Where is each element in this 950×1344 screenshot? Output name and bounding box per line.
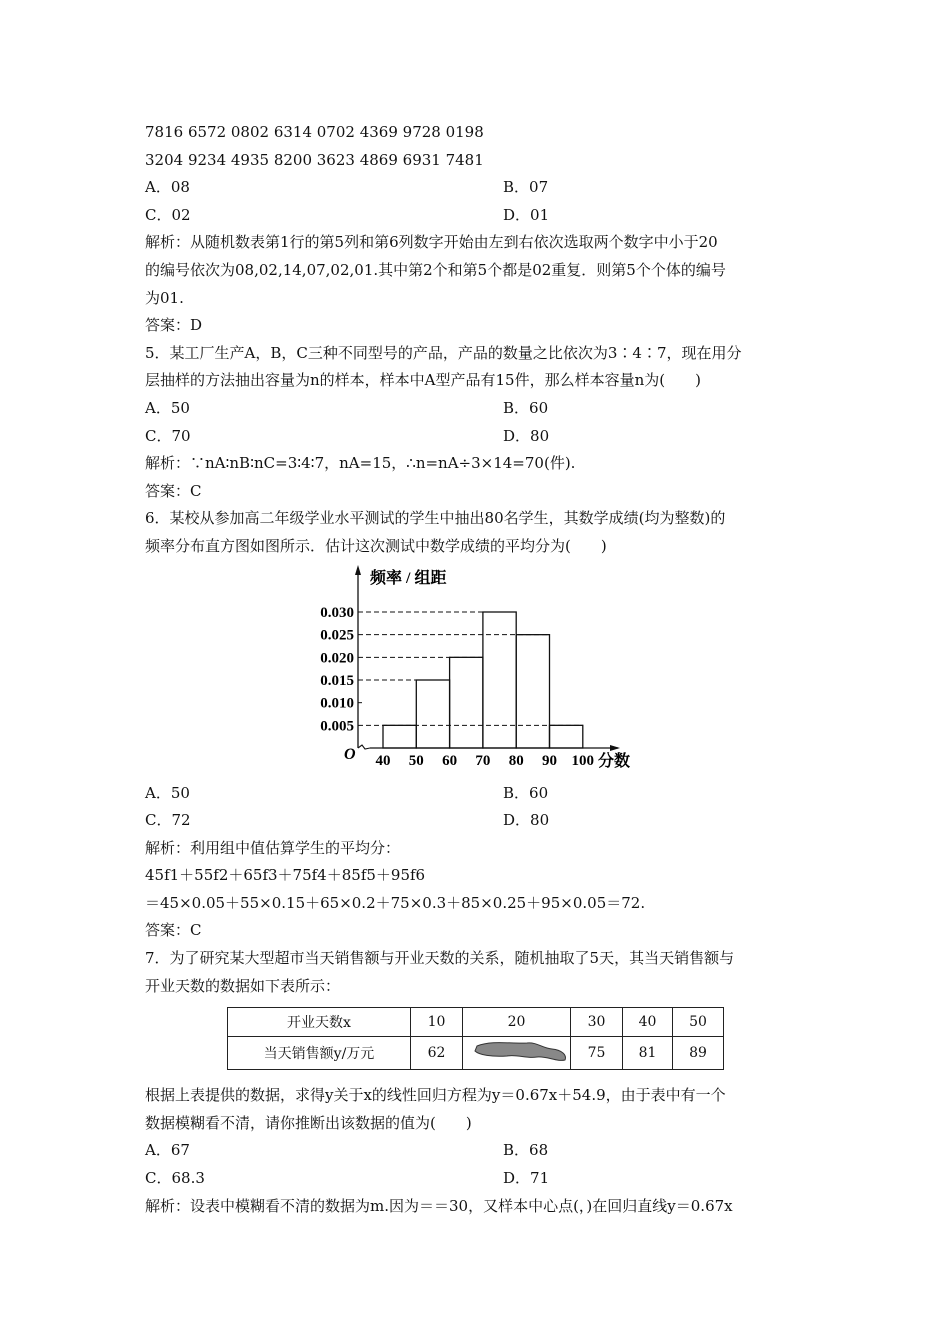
option-c: C．02: [145, 205, 191, 224]
q5-options: [145, 423, 810, 451]
q6-stem: 频率分布直方图如图所示．估计这次测试中数学成绩的平均分为( ): [145, 536, 607, 555]
q5-stem: 层抽样的方法抽出容量为n的样本，样本中A型产品有15件，那么样本容量n为( ): [145, 371, 701, 390]
random-table-row-1: 7816 6572 0802 6314 0702 4369 9728 0198: [145, 123, 484, 141]
option-b: B．60: [503, 783, 549, 802]
x-tick-label: 70: [475, 752, 491, 769]
q7-table-wrap: [145, 1000, 810, 1082]
histogram-bar: [416, 680, 449, 748]
q7-options: [145, 1165, 810, 1193]
x-tick-label: 80: [508, 752, 524, 769]
table-cell: 89: [673, 1037, 724, 1070]
y-tick-label: 0.010: [320, 695, 354, 712]
random-table-row-2: 3204 9234 4935 8200 3623 4869 6931 7481: [145, 150, 484, 169]
y-tick-label: 0.015: [320, 672, 354, 689]
table-cell: 40: [623, 1008, 673, 1037]
q7-stem: 7．为了研究某大型超市当天销售额与开业天数的关系，随机抽取了5天，其当天销售额与: [145, 949, 735, 968]
option-b: B．07: [503, 178, 549, 197]
q6-answer: 答案：C: [145, 921, 202, 940]
origin-label: O: [344, 745, 356, 763]
q4-analysis: 解析：从随机数表第1行的第5列和第6列数字开始由左到右依次选取两个数字中小于20: [145, 233, 718, 252]
y-axis-arrow-icon: [355, 565, 361, 575]
option-a: A．67: [145, 1141, 190, 1160]
q4-options: [145, 202, 810, 230]
option-c: C．70: [145, 426, 191, 445]
q6-options: [145, 807, 810, 835]
q5-answer: 答案：C: [145, 481, 202, 500]
option-b: B．68: [503, 1141, 549, 1160]
histogram-bar: [483, 612, 516, 748]
x-tick-label: 60: [442, 752, 458, 769]
table-cell: 50: [673, 1008, 724, 1037]
y-tick-label: 0.020: [320, 649, 354, 666]
q4-answer: 答案：D: [145, 316, 203, 335]
x-tick-label: 50: [408, 752, 424, 769]
table-row: [228, 1037, 724, 1070]
q6-options: [145, 780, 810, 808]
blurred-cell: [463, 1037, 571, 1070]
option-a: A．08: [145, 178, 190, 197]
q6-stem: 6．某校从参加高二年级学业水平测试的学生中抽出80名学生，其数学成绩(均为整数)的: [145, 509, 726, 528]
q6-analysis: 解析：利用组中值估算学生的平均分：: [145, 838, 401, 857]
q5-stem: 5．某工厂生产A，B，C三种不同型号的产品，产品的数量之比依次为3∶4∶7，现在用分: [145, 343, 742, 362]
q7-options: [145, 1137, 810, 1165]
q6-formula-1: 45f1＋55f2＋65f3＋75f4＋85f5＋95f6: [145, 866, 426, 885]
option-c: C．72: [145, 811, 191, 830]
q4-analysis: 为01.: [145, 288, 184, 307]
x-axis-label: 分数: [598, 752, 631, 770]
table-cell: 30: [571, 1008, 623, 1037]
histogram-svg: [300, 561, 650, 780]
option-a: A．50: [145, 398, 190, 417]
table-cell: 62: [411, 1037, 463, 1070]
histogram-bar: [516, 634, 549, 747]
option-a: A．50: [145, 783, 190, 802]
y-tick-label: 0.030: [320, 604, 354, 621]
histogram-bar: [550, 725, 583, 748]
table-cell: 20: [463, 1008, 571, 1037]
q4-analysis: 的编号依次为08,02,14,07,02,01.其中第2个和第5个都是02重复．则第5个个体的编号: [145, 260, 726, 279]
q7-stem: 开业天数的数据如下表所示：: [145, 976, 341, 995]
ink-blot-icon: [467, 1038, 567, 1064]
option-b: B．60: [503, 398, 549, 417]
histogram-bar: [450, 657, 483, 748]
q5-options: [145, 395, 810, 423]
axis-break-icon: [358, 745, 370, 749]
x-tick-label: 90: [542, 752, 557, 769]
histogram-bar: [383, 725, 416, 748]
q6-formula-2: ＝45×0.05＋55×0.15＋65×0.2＋75×0.3＋85×0.25＋95×0.05＝72.: [145, 893, 646, 912]
y-tick-label: 0.005: [320, 717, 354, 734]
option-d: D．80: [503, 426, 550, 445]
x-tick-label: 40: [375, 752, 391, 769]
q7-analysis: 解析：设表中模糊看不清的数据为m.因为＝＝30，又样本中心点(，)在回归直线y＝0.67x: [145, 1196, 733, 1215]
q7-text: 根据上表提供的数据，求得y关于x的线性回归方程为y＝0.67x＋54.9，由于表中有一个: [145, 1086, 726, 1105]
q7-text: 数据模糊看不清，请你推断出该数据的值为( ): [145, 1113, 472, 1132]
table-cell: 75: [571, 1037, 623, 1070]
q5-analysis: 解析：∵nA∶nB∶nC=3∶4∶7，nA=15，∴n=nA÷3×14=70(件).: [145, 454, 576, 473]
option-c: C．68.3: [145, 1169, 205, 1188]
q4-options: [145, 174, 810, 202]
table-cell: 81: [623, 1037, 673, 1070]
y-axis-label: 频率 / 组距: [370, 569, 447, 587]
x-tick-label: 100: [571, 752, 595, 769]
option-d: D．01: [503, 205, 550, 224]
table-row: [228, 1008, 724, 1037]
row-header: 当天销售额y/万元: [228, 1037, 411, 1070]
y-tick-label: 0.025: [320, 627, 354, 644]
histogram: [145, 561, 810, 780]
x-axis-arrow-icon: [610, 745, 620, 751]
q7-data-table: [227, 1007, 724, 1070]
document-page: [145, 119, 810, 1220]
option-d: D．71: [503, 1169, 550, 1188]
table-cell: 10: [411, 1008, 463, 1037]
option-d: D．80: [503, 811, 550, 830]
row-header: 开业天数x: [228, 1008, 411, 1037]
